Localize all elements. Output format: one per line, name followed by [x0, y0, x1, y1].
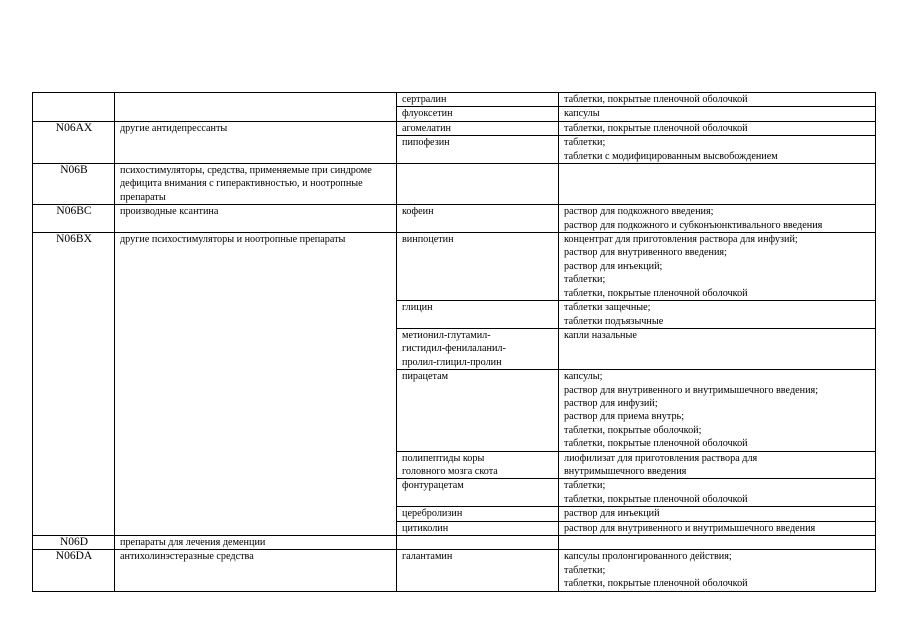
anatomical-therapeutic-group-cell: препараты для лечения деменции [115, 536, 397, 550]
dosage-form-line: таблетки; [564, 137, 606, 149]
dosage-form-line: раствор для инфузий; [564, 397, 658, 409]
atc-code-cell [33, 93, 115, 122]
dosage-form-line: внутримышечного введения [564, 465, 687, 477]
drug-classification-table [32, 92, 876, 592]
dosage-form-line: лиофилизат для приготовления раствора для [564, 452, 758, 464]
table-row [33, 93, 876, 107]
dosage-form-line: раствор для подкожного и субконъюнктивального введения [564, 219, 823, 231]
atc-code-cell: N06DA [33, 550, 115, 591]
dosage-form-line: раствор для инъекций [564, 508, 660, 520]
table-row [33, 550, 876, 591]
anatomical-therapeutic-group-cell: антихолинэстеразные средства [115, 550, 397, 591]
atc-code-cell: N06BC [33, 205, 115, 233]
drug-name-cell [397, 451, 559, 479]
drug-name-line: галантамин [402, 551, 453, 563]
dosage-form-cell [559, 205, 876, 233]
dosage-form-cell [559, 121, 876, 135]
dosage-form-cell [559, 550, 876, 591]
dosage-form-line: таблетки, покрытые пленочной оболочкой [564, 94, 748, 105]
dosage-form-line [564, 164, 871, 177]
anatomical-therapeutic-group-cell: другие антидепрессанты [115, 121, 397, 163]
drug-name-line: цитиколин [402, 522, 449, 534]
dosage-form-line: раствор для приема внутрь; [564, 411, 685, 423]
drug-name-cell [397, 536, 559, 550]
drug-name-cell [397, 301, 559, 329]
drug-name-line: головного мозга скота [402, 465, 498, 477]
drug-name-line: флуоксетин [402, 108, 453, 120]
table-row [33, 121, 876, 135]
drug-name-line [402, 164, 554, 177]
drug-name-line: церебролизин [402, 508, 463, 520]
drug-name-line: пролил-глицил-пролин [402, 356, 502, 368]
dosage-form-line: раствор для внутривенного введения; [564, 247, 727, 259]
drug-name-cell [397, 507, 559, 521]
dosage-form-line: таблетки, покрытые пленочной оболочкой [564, 438, 748, 450]
drug-name-cell [397, 328, 559, 369]
dosage-form-cell [559, 301, 876, 329]
table-row [33, 205, 876, 233]
dosage-form-line: таблетки, покрытые оболочкой; [564, 424, 702, 436]
dosage-form-cell [559, 328, 876, 369]
dosage-form-line [564, 536, 871, 549]
drug-name-cell [397, 136, 559, 164]
drug-name-line: глицин [402, 302, 433, 314]
dosage-form-line: таблетки; [564, 274, 606, 286]
drug-name-line: полипептиды коры [402, 452, 485, 464]
table-row [33, 164, 876, 205]
dosage-form-line: раствор для внутривенного и внутримышечного введения [564, 522, 816, 534]
dosage-form-cell [559, 507, 876, 521]
anatomical-therapeutic-group-cell: производные ксантина [115, 205, 397, 233]
table-row [33, 233, 876, 301]
dosage-form-cell [559, 164, 876, 205]
drug-name-line: гистидил-фенилаланил- [402, 343, 506, 355]
dosage-form-cell [559, 536, 876, 550]
drug-name-line: метионил-глутамил- [402, 329, 491, 341]
dosage-form-cell [559, 107, 876, 121]
anatomical-therapeutic-group-cell [115, 93, 397, 122]
drug-name-cell [397, 521, 559, 535]
drug-name-line: пипофезин [402, 137, 450, 149]
anatomical-therapeutic-group-cell: другие психостимуляторы и ноотропные препараты [115, 233, 397, 536]
dosage-form-line: капсулы пролонгированного действия; [564, 551, 732, 563]
drug-name-cell [397, 550, 559, 591]
dosage-form-line: концентрат для приготовления раствора для инфузий; [564, 234, 798, 246]
drug-name-line: фонтурацетам [402, 480, 464, 492]
dosage-form-line: раствор для инъекций; [564, 260, 663, 272]
drug-name-cell [397, 93, 559, 107]
drug-name-cell [397, 233, 559, 301]
dosage-form-line: таблетки защечные; [564, 302, 651, 314]
dosage-form-cell [559, 451, 876, 479]
dosage-form-line: таблетки, покрытые пленочной оболочкой [564, 493, 748, 505]
dosage-form-cell [559, 93, 876, 107]
dosage-form-cell [559, 370, 876, 451]
dosage-form-cell [559, 479, 876, 507]
drug-name-line [402, 536, 554, 549]
dosage-form-line: таблетки, покрытые пленочной оболочкой [564, 578, 748, 590]
dosage-form-cell [559, 136, 876, 164]
dosage-form-line: таблетки, покрытые пленочной оболочкой [564, 122, 748, 134]
dosage-form-cell [559, 521, 876, 535]
anatomical-therapeutic-group-cell: психостимуляторы, средства, применяемые при синдроме дефицита внимания с гиперактивностью, и ноотропные препараты [115, 164, 397, 205]
drug-name-cell [397, 205, 559, 233]
table-body [33, 93, 876, 592]
drug-name-line: винпоцетин [402, 234, 454, 246]
drug-name-cell [397, 479, 559, 507]
drug-name-cell [397, 121, 559, 135]
atc-code-cell: N06AX [33, 121, 115, 163]
dosage-form-cell [559, 233, 876, 301]
dosage-form-line: таблетки, покрытые пленочной оболочкой [564, 287, 748, 299]
drug-name-line: сертралин [402, 94, 447, 105]
dosage-form-line: капли назальные [564, 329, 637, 341]
dosage-form-line: таблетки с модифицированным высвобождением [564, 150, 778, 162]
atc-code-cell: N06D [33, 536, 115, 550]
dosage-form-line: таблетки; [564, 564, 606, 576]
drug-name-line: пирацетам [402, 371, 449, 383]
atc-code-cell: N06BX [33, 233, 115, 536]
dosage-form-line: капсулы; [564, 371, 603, 383]
drug-name-cell [397, 370, 559, 451]
dosage-form-line: раствор для подкожного введения; [564, 206, 714, 218]
dosage-form-line: таблетки; [564, 480, 606, 492]
drug-name-line: агомелатин [402, 122, 452, 134]
atc-code-cell: N06B [33, 164, 115, 205]
table-row [33, 536, 876, 550]
dosage-form-line: капсулы [564, 108, 600, 120]
drug-name-cell [397, 107, 559, 121]
dosage-form-line: раствор для внутривенного и внутримышечного введения; [564, 384, 819, 396]
drug-name-cell [397, 164, 559, 205]
drug-name-line: кофеин [402, 206, 434, 218]
dosage-form-line: таблетки подъязычные [564, 315, 664, 327]
